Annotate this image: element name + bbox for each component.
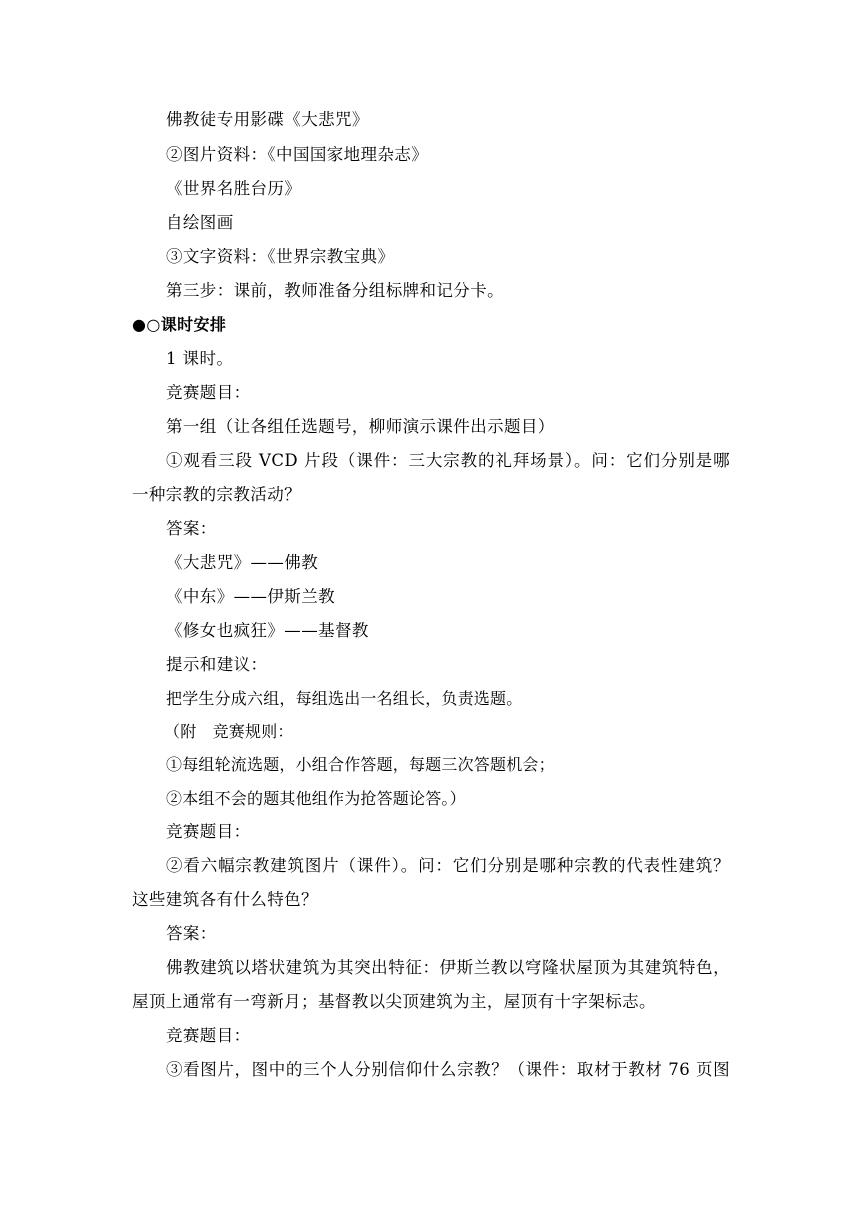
section-heading: ●○课时安排 bbox=[132, 315, 227, 334]
text-line: （附 竞赛规则： bbox=[164, 722, 294, 741]
text-line: 第三步：课前，教师准备分组标牌和记分卡。 bbox=[166, 281, 504, 300]
text-line: ①观看三段 VCD 片段（课件：三大宗教的礼拜场景）。问：它们分别是哪 bbox=[166, 451, 730, 470]
text-line: ①每组轮流选题，小组合作答题，每题三次答题机会； bbox=[166, 755, 555, 774]
text-line: 答案： bbox=[166, 519, 217, 538]
text-line: ③看图片，图中的三个人分别信仰什么宗教？（课件：取材于教材 76 页图 bbox=[166, 1060, 730, 1079]
text-line: 竞赛题目： bbox=[166, 383, 251, 402]
text-line: 佛教徒专用影碟《大悲咒》 bbox=[166, 110, 369, 129]
text-line: 1 课时。 bbox=[166, 349, 234, 368]
text-line: 《中东》——伊斯兰教 bbox=[166, 587, 335, 606]
text-line: 竞赛题目： bbox=[166, 822, 251, 841]
text-line: 一种宗教的宗教活动？ bbox=[132, 485, 301, 504]
text-line: ②图片资料：《中国国家地理杂志》 bbox=[166, 145, 429, 164]
text-line: 答案： bbox=[166, 924, 217, 943]
text-line: 竞赛题目： bbox=[166, 1026, 251, 1045]
text-line: 这些建筑各有什么特色？ bbox=[132, 890, 318, 909]
text-line: 把学生分成六组，每组选出一名组长，负责选题。 bbox=[166, 689, 523, 708]
text-line: ②看六幅宗教建筑图片（课件）。问：它们分别是哪种宗教的代表性建筑？ bbox=[166, 856, 730, 875]
text-line: 《修女也疯狂》——基督教 bbox=[166, 621, 369, 640]
text-line: 屋顶上通常有一弯新月；基督教以尖顶建筑为主，屋顶有十字架标志。 bbox=[132, 992, 656, 1011]
text-line: ②本组不会的题其他组作为抢答题论答。） bbox=[166, 789, 466, 808]
text-line: 《大悲咒》——佛教 bbox=[166, 553, 319, 572]
text-line: 自绘图画 bbox=[166, 213, 234, 232]
text-line: 佛教建筑以塔状建筑为其突出特征：伊斯兰教以穹隆状屋顶为其建筑特色， bbox=[166, 958, 730, 977]
text-line: 《世界名胜台历》 bbox=[166, 179, 302, 198]
text-line: 第一组（让各组任选题号，柳师演示课件出示题目） bbox=[166, 417, 555, 436]
text-line: ③文字资料：《世界宗教宝典》 bbox=[166, 247, 395, 266]
text-line: 提示和建议： bbox=[166, 655, 268, 674]
